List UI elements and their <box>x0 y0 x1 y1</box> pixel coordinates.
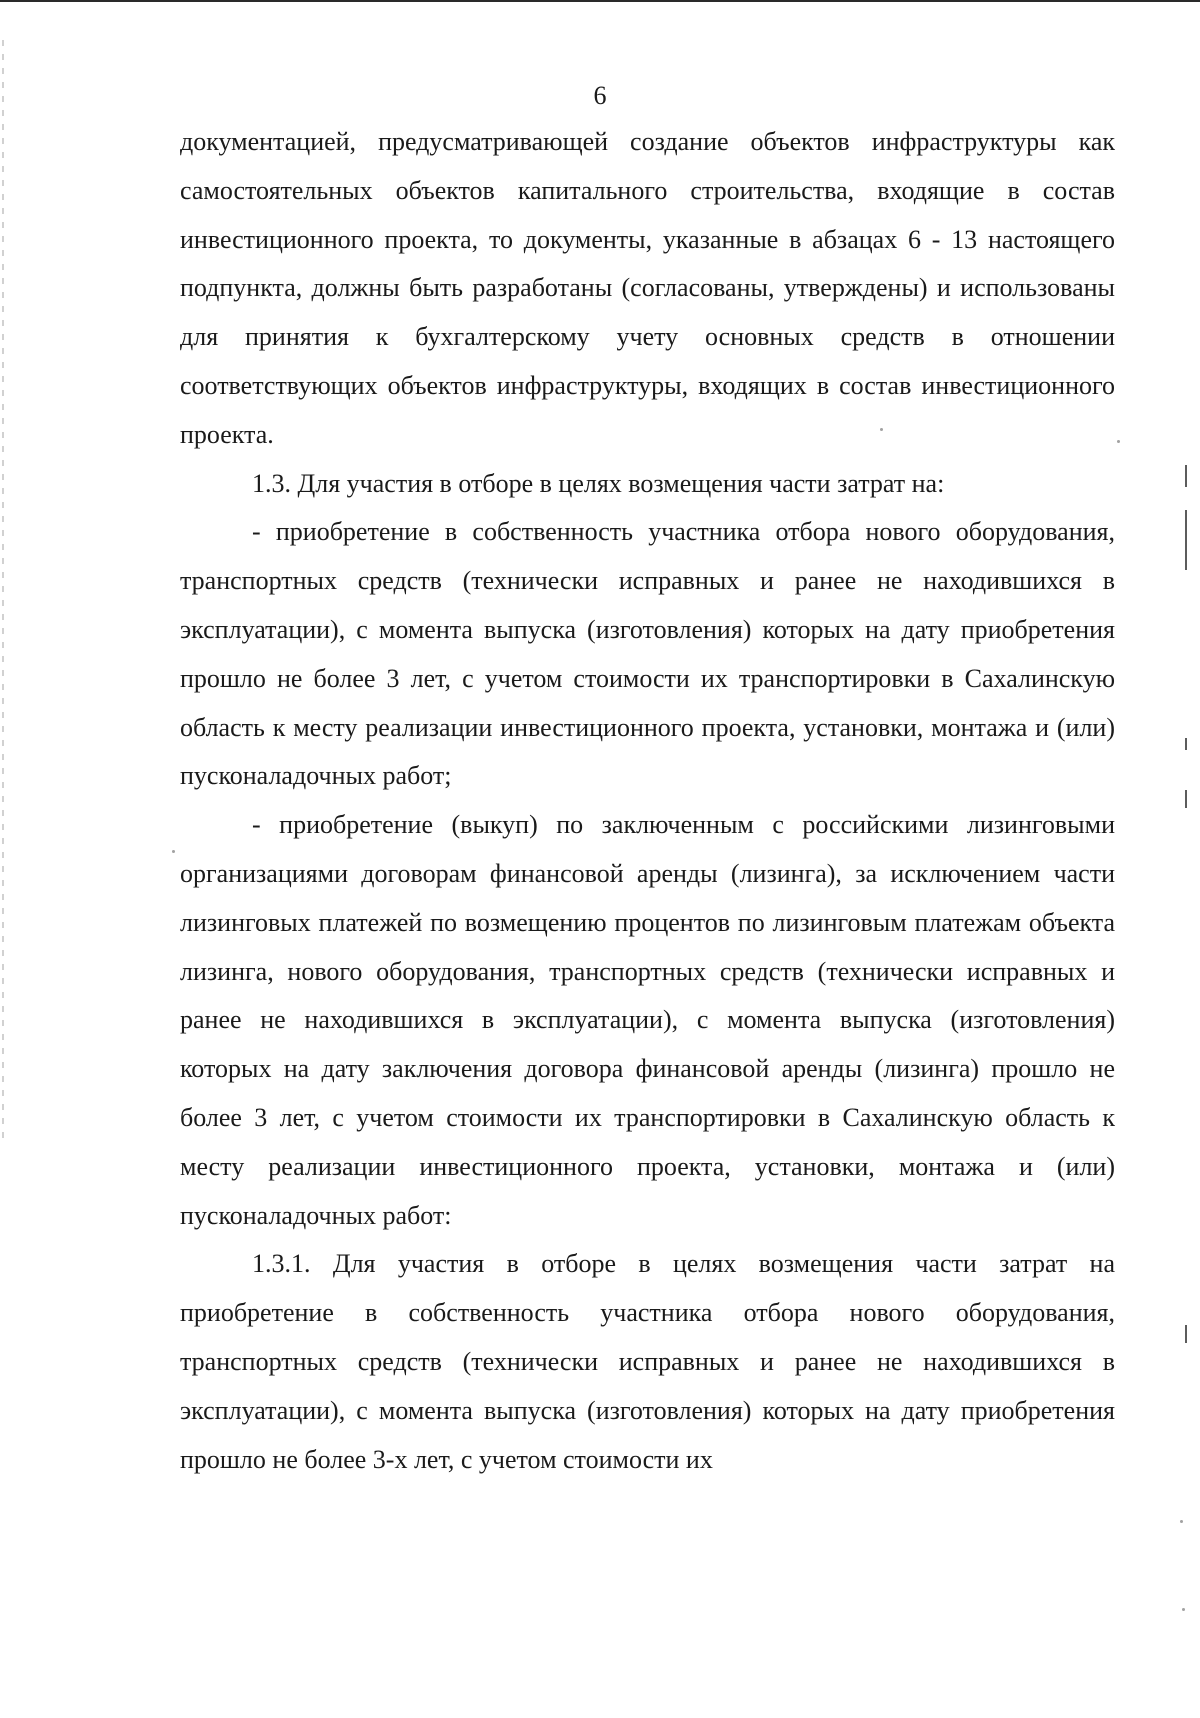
scan-speck <box>1182 1608 1185 1611</box>
scan-top-edge <box>0 0 1200 2</box>
paragraph-section-1-3: 1.3. Для участия в отборе в целях возмещения части затрат на: <box>252 468 945 498</box>
scan-speck <box>1117 440 1120 443</box>
paragraph-section-1-3-1: 1.3.1. Для участия в отборе в целях возмещения части затрат на приобретение в собственность участника отбора нового оборудования, транспортных средств (технически исправных и ранее не находившихся в эксплуатации), с момента выпуска (изготовления) которых на дату приобретения прошло не более 3-х лет, с учетом стоимости их <box>180 1249 1115 1474</box>
scan-mark <box>1185 790 1187 808</box>
document-body <box>180 118 1115 1484</box>
paragraph-bullet-leasing: - приобретение (выкуп) по заключенным с российскими лизинговыми организациями договорам финансовой аренды (лизинга), за исключением части лизинговых платежей по возмещению процентов по лизинговым платежам объекта лизинга, нового оборудования, транспортных средств (технически исправных и ранее не находившихся в эксплуатации), с момента выпуска (изготовления) которых на дату заключения договора финансовой аренды (лизинга) прошло не более 3 лет, с учетом стоимости их транспортировки в Сахалинскую область к месту реализации инвестиционного проекта, установки, монтажа и (или) пусконаладочных работ: <box>180 810 1115 1230</box>
scan-mark <box>1185 510 1187 570</box>
scan-left-edge <box>2 40 4 1140</box>
scan-speck <box>172 850 175 853</box>
page-number: 6 <box>593 81 607 110</box>
paragraph-continuation: документацией, предусматривающей создание объектов инфраструктуры как самостоятельных объектов капитального строительства, входящие в состав инвестиционного проекта, то документы, указанные в абзацах 6 - 13 настоящего подпункта, должны быть разработаны (согласованы, утверждены) и использованы для принятия к бухгалтерскому учету основных средств в отношении соответствующих объектов инфраструктуры, входящих в состав инвестиционного проекта. <box>180 127 1115 449</box>
paragraph-bullet-purchase: - приобретение в собственность участника отбора нового оборудования, транспортных средств (технически исправных и ранее не находившихся в эксплуатации), с момента выпуска (изготовления) которых на дату приобретения прошло не более 3 лет, с учетом стоимости их транспортировки в Сахалинскую область к месту реализации инвестиционного проекта, установки, монтажа и (или) пусконаладочных работ; <box>180 517 1115 791</box>
scan-mark <box>1185 738 1187 750</box>
scan-mark <box>1185 1325 1187 1343</box>
scan-speck <box>880 428 883 431</box>
scan-speck <box>1180 1520 1183 1523</box>
scan-mark <box>1185 465 1187 487</box>
